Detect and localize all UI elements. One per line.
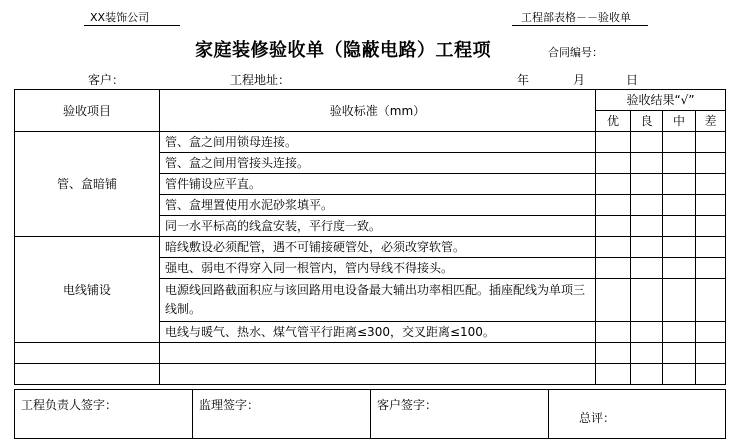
grade-good: 良 [631,111,663,132]
result-cell[interactable] [663,322,696,343]
result-cell[interactable] [696,343,726,364]
result-cell[interactable] [631,237,663,258]
result-cell[interactable] [663,195,696,216]
address-label: 工程地址： [230,73,291,87]
blank-cell[interactable] [15,343,160,364]
inspection-table [14,89,726,385]
result-cell[interactable] [696,132,726,153]
result-cell[interactable] [663,216,696,237]
date-year-label: 年 [517,73,530,87]
result-cell[interactable] [631,153,663,174]
result-cell[interactable] [631,132,663,153]
result-cell[interactable] [631,364,663,385]
result-cell[interactable] [596,322,631,343]
blank-cell[interactable] [160,343,596,364]
result-cell[interactable] [696,153,726,174]
standard-text: 管件铺设应平直。 [160,174,596,195]
standard-text: 电线与暖气、热水、煤气管平行距离≤300，交叉距离≤100。 [160,322,596,343]
result-cell[interactable] [596,132,631,153]
result-cell[interactable] [696,364,726,385]
result-cell[interactable] [696,237,726,258]
client-label: 客户： [88,73,125,87]
result-cell[interactable] [696,322,726,343]
contract-number-label: 合同编号： [548,46,603,59]
client-signature-field[interactable]: 客户签字： [371,390,549,439]
group-name-wiring: 电线铺设 [15,237,160,343]
result-cell[interactable] [663,153,696,174]
group-name-conduit: 管、盒暗铺 [15,132,160,237]
result-cell[interactable] [663,258,696,279]
form-name: 工程部表格－－验收单 [521,11,631,24]
grade-poor: 差 [696,111,726,132]
result-cell[interactable] [696,195,726,216]
result-cell[interactable] [596,364,631,385]
date-day-label: 日 [626,73,639,87]
result-cell[interactable] [631,258,663,279]
result-cell[interactable] [631,343,663,364]
result-cell[interactable] [596,343,631,364]
result-cell[interactable] [696,216,726,237]
result-cell[interactable] [631,322,663,343]
grade-fair: 中 [663,111,696,132]
result-cell[interactable] [596,258,631,279]
result-cell[interactable] [596,174,631,195]
result-cell[interactable] [631,279,663,322]
standard-text: 管、盒之间用锁母连接。 [160,132,596,153]
standard-text: 暗线敷设必须配管，遇不可铺接硬管处，必须改穿软管。 [160,237,596,258]
standard-text: 管、盒之间用管接头连接。 [160,153,596,174]
header-underline-left [84,25,180,26]
result-cell[interactable] [631,195,663,216]
result-cell[interactable] [596,279,631,322]
standard-text: 同一水平标高的线盒安装，平行度一致。 [160,216,596,237]
blank-cell[interactable] [15,364,160,385]
result-cell[interactable] [596,153,631,174]
result-cell[interactable] [596,216,631,237]
date-month-label: 月 [573,73,586,87]
page-title: 家庭装修验收单（隐蔽电路）工程项 [195,40,491,61]
result-cell[interactable] [596,237,631,258]
column-header-standard: 验收标准（mm） [160,90,596,132]
standard-text: 强电、弱电不得穿入同一根管内，管内导线不得接头。 [160,258,596,279]
manager-signature-field[interactable]: 工程负责人签字： [15,390,193,439]
overall-comment-field[interactable]: 总评： [549,390,726,439]
result-cell[interactable] [663,237,696,258]
signature-table [14,389,726,439]
result-cell[interactable] [631,216,663,237]
result-cell[interactable] [663,174,696,195]
column-header-item: 验收项目 [15,90,160,132]
grade-excellent: 优 [596,111,631,132]
company-name: XX装饰公司 [90,11,150,24]
result-cell[interactable] [663,132,696,153]
result-cell[interactable] [631,174,663,195]
result-cell[interactable] [696,174,726,195]
standard-text: 管、盒埋置使用水泥砂浆填平。 [160,195,596,216]
result-cell[interactable] [596,195,631,216]
result-cell[interactable] [663,279,696,322]
blank-cell[interactable] [160,364,596,385]
supervisor-signature-field[interactable]: 监理签字： [193,390,371,439]
column-header-result: 验收结果“√” [596,90,726,111]
result-cell[interactable] [663,364,696,385]
result-cell[interactable] [663,343,696,364]
result-cell[interactable] [696,279,726,322]
standard-text: 电源线回路截面积应与该回路用电设备最大辅出功率相匹配。插座配线为单项三线制。 [160,279,596,322]
header-underline-right [512,25,648,26]
result-cell[interactable] [696,258,726,279]
